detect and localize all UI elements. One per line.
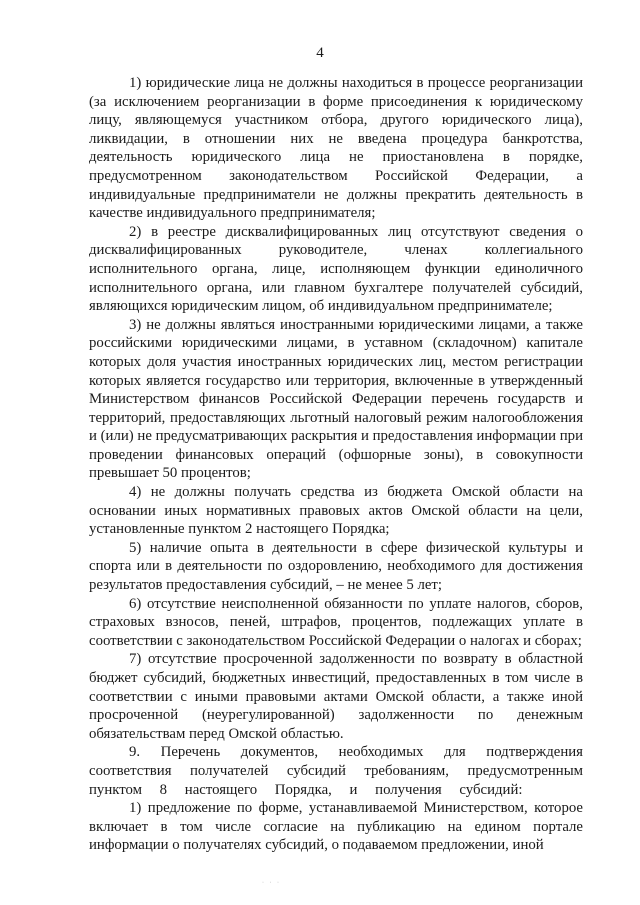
scan-artifact: · · · (262, 880, 281, 886)
paragraph-requirement-2: 2) в реестре дисквалифицированных лиц отсутствуют сведения о дисквалифицированных руководителе, членах коллегиального исполнительного органа, лице, исполняющем функции единоличного исполнительного органа, или главном бухгалтере получателей субсидий, являющихся юридическим лицом, об индивидуальном предпринимателе; (89, 223, 583, 315)
paragraph-requirement-3: 3) не должны являться иностранными юридическими лицами, а также российскими юридическими лицами, в уставном (складочном) капитале которых доля участия иностранных юридических лиц, местом регистрации которых является государство или территория, включенные в утвержденный Министерством финансов Российской Федерации перечень государств и территорий, предоставляющих льготный налоговый режим налогообложения и (или) не предусматривающих раскрытия и предоставления информации при проведении финансовых операций (офшорные зоны), в совокупности превышает 50 процентов; (89, 316, 583, 482)
paragraph-requirement-1: 1) юридические лица не должны находиться в процессе реорганизации (за исключением реорганизации в форме присоединения к юридическому лицу, являющемуся участником отбора, другого юридического лица), ликвидации, в отношении них не введена процедура банкротства, деятельность юридического лица не приостановлена в порядке, предусмотренном законодательством Российской Федерации, а индивидуальные предприниматели не должны прекратить деятельность в качестве индивидуального предпринимателя; (89, 75, 583, 222)
paragraph-requirement-4: 4) не должны получать средства из бюджета Омской области на основании иных нормативных правовых актов Омской области на цели, установленные пунктом 2 настоящего Порядка; (89, 484, 583, 538)
paragraph-requirement-5: 5) наличие опыта в деятельности в сфере физической культуры и спорта или в деятельности по оздоровлению, необходимого для достижения результатов предоставления субсидий, – не менее 5 лет; (89, 539, 583, 594)
document-body (89, 74, 583, 855)
page-number: 4 (316, 45, 324, 61)
paragraph-requirement-6: 6) отсутствие неисполненной обязанности по уплате налогов, сборов, страховых взносов, пеней, штрафов, процентов, подлежащих уплате в соответствии с законодательством Российской Федерации о налогах и сборах; (89, 595, 583, 649)
paragraph-section-9: 9. Перечень документов, необходимых для подтверждения соответствия получателей субсидий требованиям, предусмотренным пунктом 8 настоящего Порядка, и получения субсидий: (89, 744, 583, 798)
paragraph-requirement-7: 7) отсутствие просроченной задолженности по возврату в областной бюджет субсидий, бюджетных инвестиций, предоставленных в том числе в соответствии с иными правовыми актами Омской области, а также иной просроченной (неурегулированной) задолженности по денежным обязательствам перед Омской областью. (89, 651, 583, 742)
paragraph-document-1: 1) предложение по форме, устанавливаемой Министерством, которое включает в том числе согласие на публикацию на едином портале информации о получателях субсидий, о подаваемом предложении, иной (89, 800, 583, 854)
